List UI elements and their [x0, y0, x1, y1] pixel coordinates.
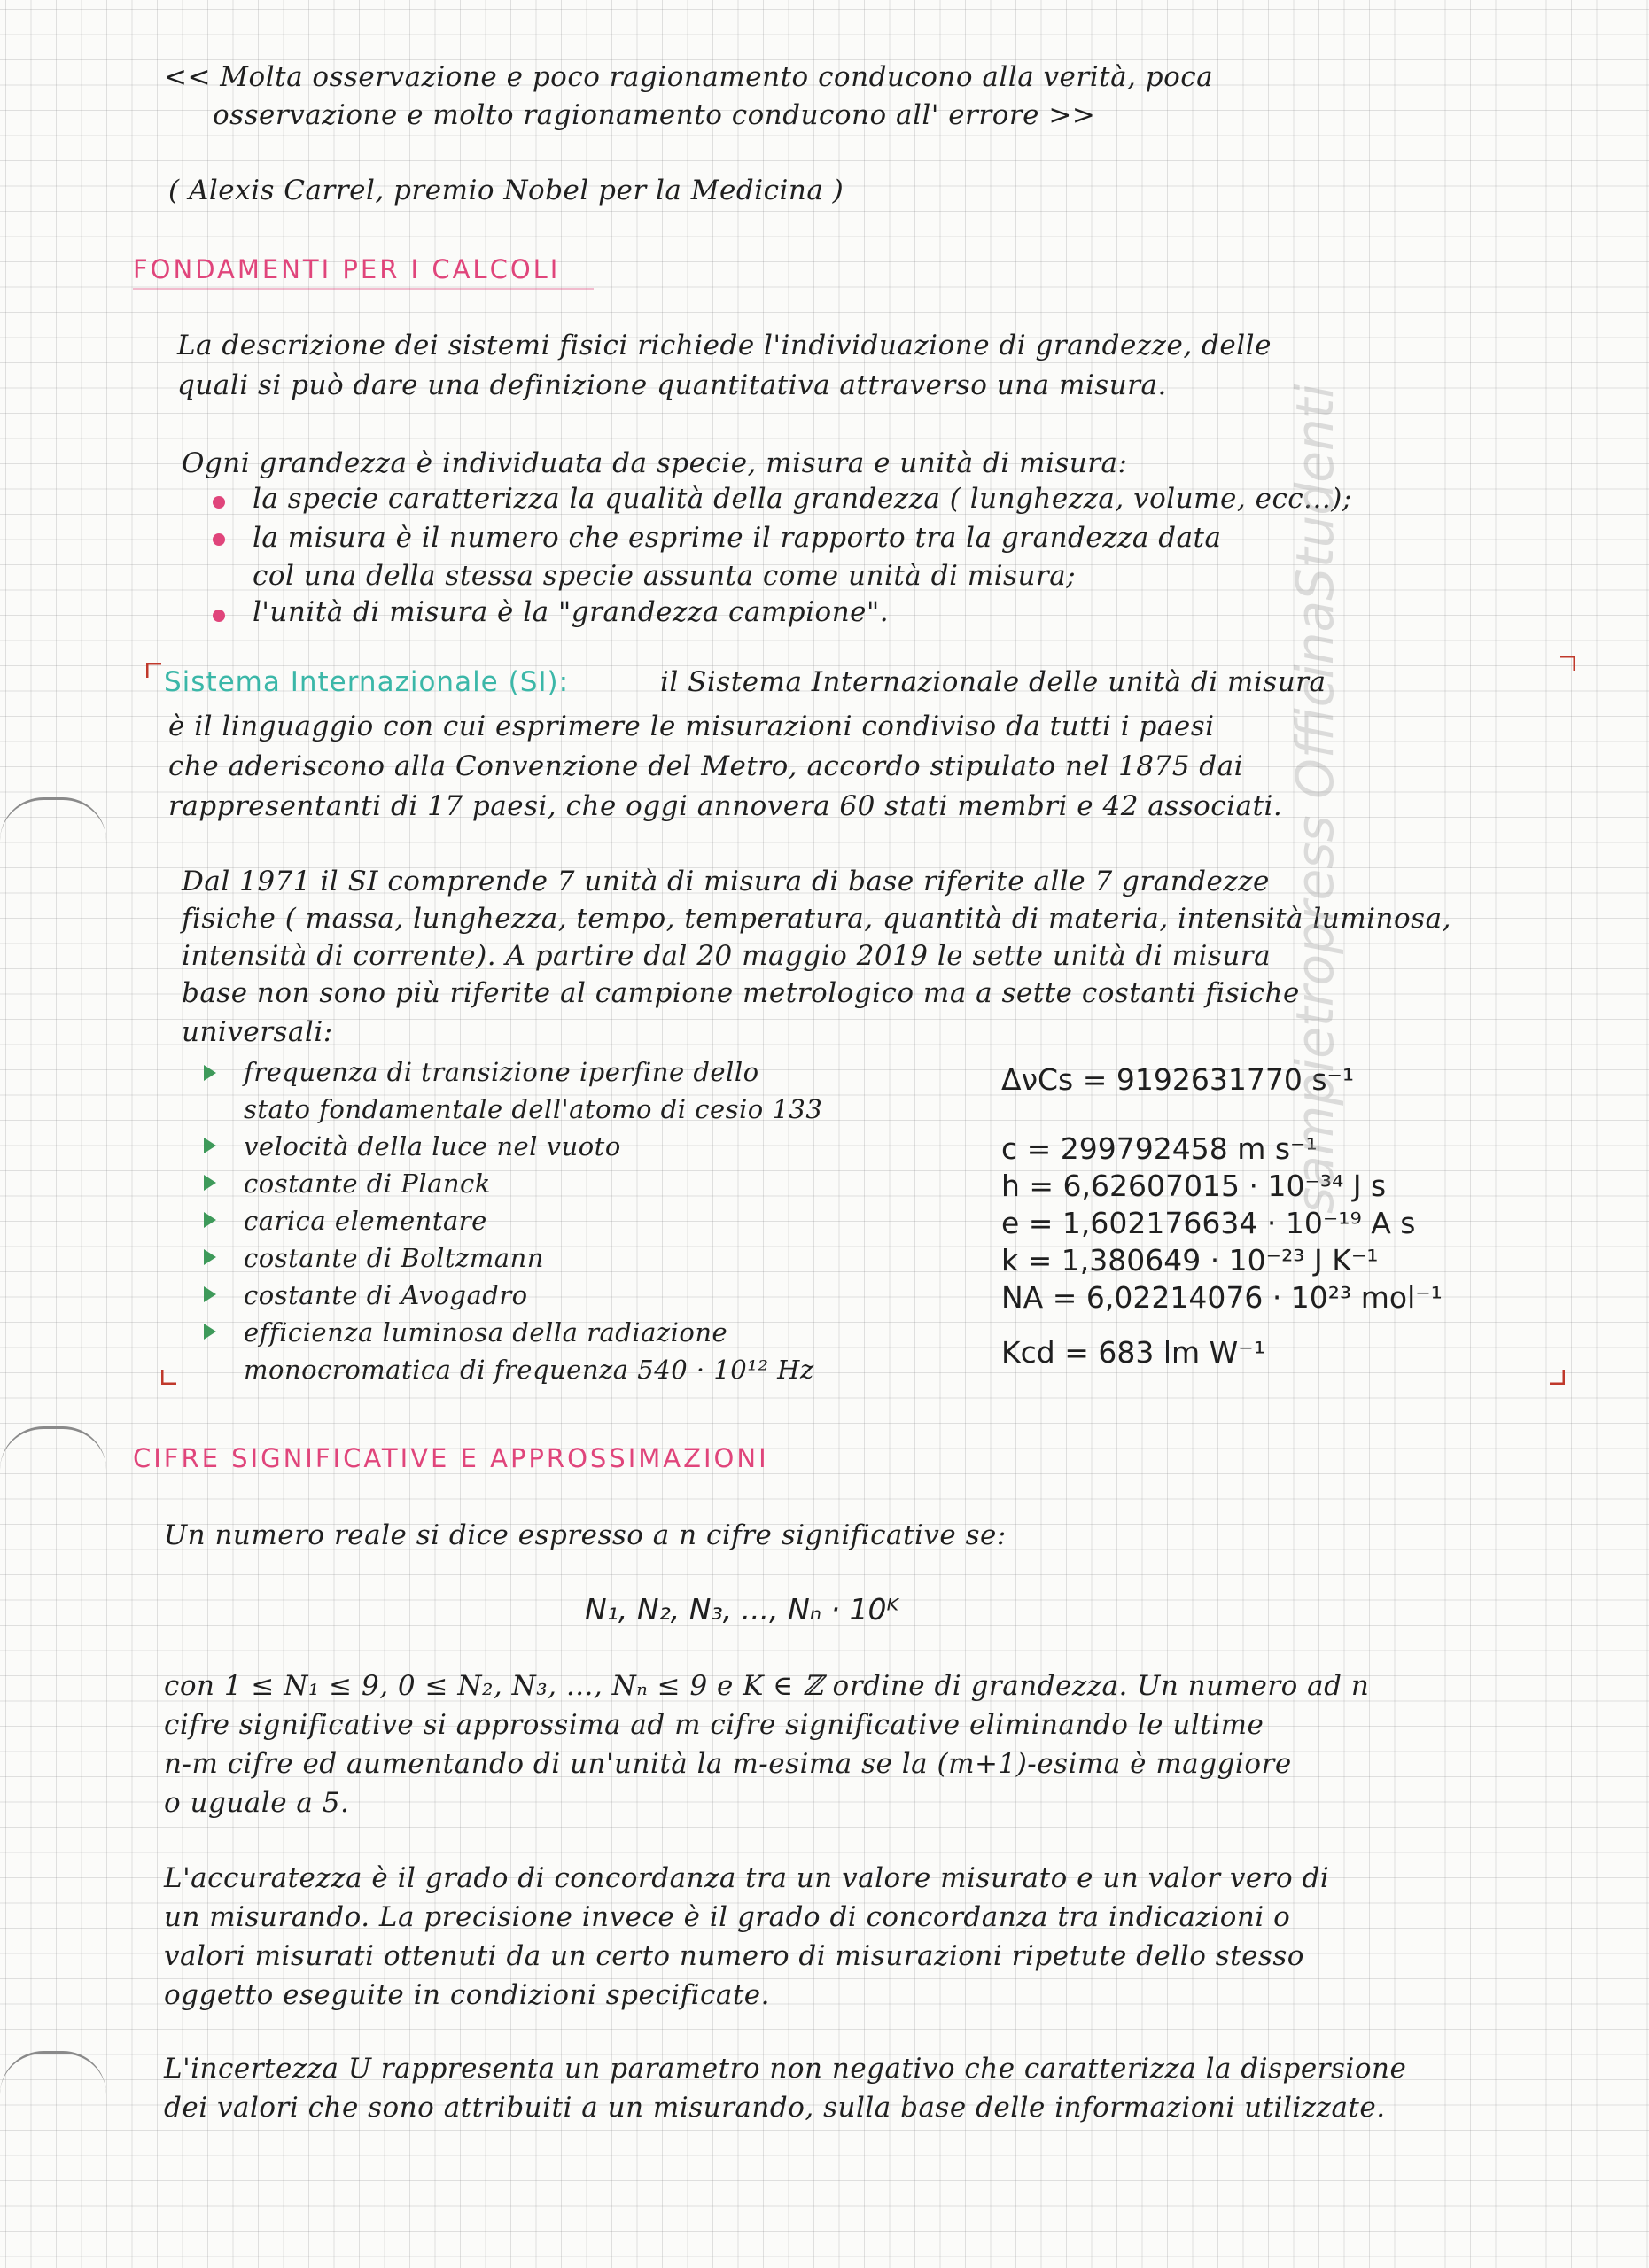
- bullet-dot: [213, 533, 225, 546]
- si-paragraph-line: base non sono più riferite al campione metrologico ma a sette costanti fisiche: [182, 977, 1300, 1009]
- constant-name: frequenza di transizione iperfine dello: [244, 1057, 759, 1087]
- constant-formula: ΔνCs = 9192631770 s⁻¹: [1001, 1062, 1355, 1097]
- arrow-bullet-icon: [204, 1212, 216, 1228]
- arrow-bullet-icon: [204, 1324, 216, 1340]
- si-paragraph-line: Dal 1971 il SI comprende 7 unità di misura di base riferite alle 7 grandezze: [182, 866, 1270, 897]
- constant-formula: h = 6,62607015 · 10⁻³⁴ J s: [1001, 1169, 1387, 1203]
- binder-hole: [0, 1426, 106, 1470]
- box-corner-top-left: [146, 663, 162, 679]
- bullet-text: l'unità di misura è la "grandezza campione".: [253, 596, 890, 628]
- box-corner-top-right: [1560, 656, 1575, 672]
- paragraph-line: dei valori che sono attribuiti a un misurando, sulla base delle informazioni utilizzate.: [164, 2092, 1386, 2124]
- quote-line: << Molta osservazione e poco ragionamento conducono alla verità, poca: [164, 61, 1214, 93]
- constant-name: efficienza luminosa della radiazione: [244, 1317, 728, 1348]
- bullet-dot: [213, 610, 225, 622]
- cifre-formula: N₁, N₂, N₃, ..., Nₙ · 10ᴷ: [585, 1592, 899, 1627]
- binder-hole: [0, 797, 106, 841]
- si-line: rappresentanti di 17 paesi, che oggi annovera 60 stati membri e 42 associati.: [168, 790, 1283, 822]
- paragraph-line: valori misurati ottenuti da un certo numero di misurazioni ripetute dello stesso: [164, 1940, 1304, 1972]
- constant-name: costante di Avogadro: [244, 1280, 528, 1310]
- paragraph-line: L'incertezza U rappresenta un parametro non negativo che caratterizza la dispersione: [164, 2053, 1407, 2085]
- constant-name: carica elementare: [244, 1206, 487, 1236]
- paragraph-line: L'accuratezza è il grado di concordanza tra un valore misurato e un valor vero di: [164, 1862, 1330, 1894]
- paragraph-line: La descrizione dei sistemi fisici richiede l'individuazione di grandezze, delle: [177, 330, 1272, 361]
- heading-underline: [133, 288, 594, 290]
- si-paragraph-line: intensità di corrente). A partire dal 20 maggio 2019 le sette unità di misura: [182, 940, 1272, 972]
- si-line: che aderiscono alla Convenzione del Metro, accordo stipulato nel 1875 dai: [168, 750, 1244, 782]
- constant-name: costante di Boltzmann: [244, 1243, 544, 1273]
- si-title: Sistema Internazionale (SI):: [164, 666, 570, 698]
- paragraph-line: o uguale a 5.: [164, 1787, 350, 1819]
- paragraph-line: cifre significative si approssima ad m cifre significative eliminando le ultime: [164, 1709, 1264, 1741]
- si-line: è il linguaggio con cui esprimere le misurazioni condiviso da tutti i paesi: [168, 711, 1215, 742]
- constant-name: costante di Planck: [244, 1169, 491, 1199]
- bullet-text: la specie caratterizza la qualità della grandezza ( lunghezza, volume, ecc...);: [253, 483, 1352, 515]
- section-heading: CIFRE SIGNIFICATIVE E APPROSSIMAZIONI: [133, 1443, 769, 1473]
- constant-name: monocromatica di frequenza 540 · 10¹² Hz: [244, 1355, 814, 1385]
- constant-formula: k = 1,380649 · 10⁻²³ J K⁻¹: [1001, 1243, 1379, 1278]
- arrow-bullet-icon: [204, 1138, 216, 1153]
- constant-formula: NA = 6,02214076 · 10²³ mol⁻¹: [1001, 1280, 1443, 1315]
- box-corner-bottom-right: [1549, 1369, 1565, 1385]
- si-paragraph-line: universali:: [182, 1016, 333, 1048]
- constant-formula: c = 299792458 m s⁻¹: [1001, 1131, 1318, 1166]
- constant-name: stato fondamentale dell'atomo di cesio 133: [244, 1094, 823, 1124]
- binder-hole: [0, 2051, 106, 2094]
- watermark: sampietropress OfficinaStudenti: [1285, 384, 1345, 1214]
- paragraph-line: n-m cifre ed aumentando di un'unità la m-esima se la (m+1)-esima è maggiore: [164, 1748, 1292, 1780]
- quote-author: ( Alexis Carrel, premio Nobel per la Medicina ): [168, 175, 844, 206]
- paragraph-line: Un numero reale si dice espresso a n cifre significative se:: [164, 1519, 1007, 1551]
- arrow-bullet-icon: [204, 1175, 216, 1191]
- arrow-bullet-icon: [204, 1286, 216, 1302]
- paragraph-line: Ogni grandezza è individuata da specie, misura e unità di misura:: [182, 447, 1128, 479]
- si-paragraph-line: fisiche ( massa, lunghezza, tempo, temperatura, quantità di materia, intensità luminosa,: [182, 903, 1451, 935]
- paragraph-line: quali si può dare una definizione quantitativa attraverso una misura.: [177, 369, 1167, 401]
- constant-name: velocità della luce nel vuoto: [244, 1131, 621, 1161]
- bullet-dot: [213, 496, 225, 509]
- quote-line: osservazione e molto ragionamento conducono all' errore >>: [213, 99, 1096, 131]
- constant-formula: e = 1,602176634 · 10⁻¹⁹ A s: [1001, 1206, 1416, 1240]
- paragraph-line: con 1 ≤ N₁ ≤ 9, 0 ≤ N₂, N₃, ..., Nₙ ≤ 9 e K ∈ ℤ ordine di grandezza. Un numero ad n: [164, 1670, 1370, 1702]
- paragraph-line: oggetto eseguite in condizioni specificate.: [164, 1979, 771, 2011]
- arrow-bullet-icon: [204, 1065, 216, 1081]
- si-line: il Sistema Internazionale delle unità di misura: [660, 666, 1326, 698]
- constant-formula: Kcd = 683 lm W⁻¹: [1001, 1335, 1265, 1370]
- bullet-text: la misura è il numero che esprime il rapporto tra la grandezza data: [253, 522, 1222, 554]
- bullet-text: col una della stessa specie assunta come unità di misura;: [253, 560, 1077, 592]
- arrow-bullet-icon: [204, 1249, 216, 1265]
- section-heading: FONDAMENTI PER I CALCOLI: [133, 254, 561, 284]
- paragraph-line: un misurando. La precisione invece è il grado di concordanza tra indicazioni o: [164, 1901, 1291, 1933]
- box-corner-bottom-left: [161, 1369, 177, 1385]
